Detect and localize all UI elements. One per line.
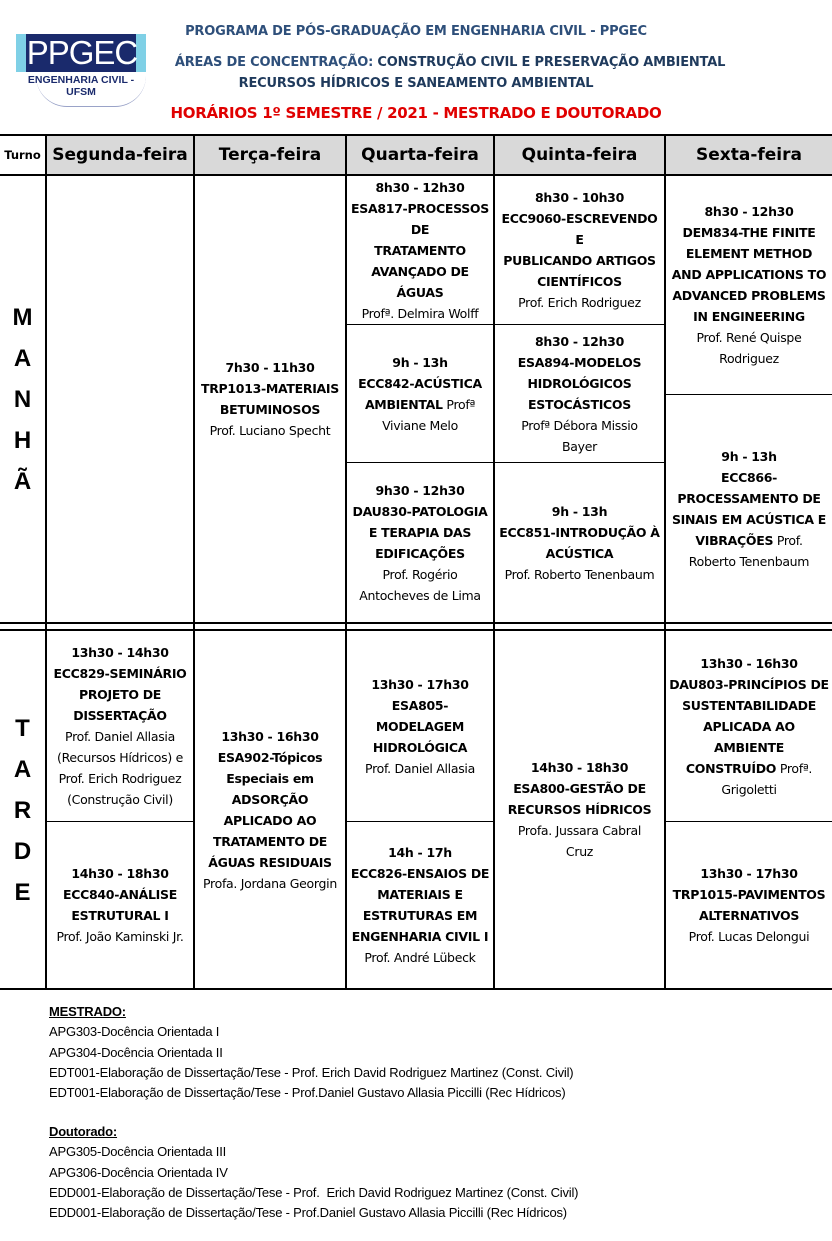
- class-course: DAU830-PATOLOGIA: [352, 503, 488, 519]
- class-time: 9h - 13h: [392, 354, 448, 370]
- class-professor: Prof. Daniel Allasia: [65, 729, 175, 744]
- class-course: TRATAMENTO: [374, 242, 466, 258]
- class-course: ÁGUAS RESIDUAIS: [208, 854, 332, 870]
- class-professor: Profa. Jussara Cabral: [517, 823, 642, 838]
- class-cell: [47, 631, 193, 821]
- turno-letter: E: [14, 878, 31, 906]
- class-course: MATERIAIS E: [377, 887, 463, 902]
- class-course: ECC851-INTRODUÇÃO À: [499, 524, 660, 540]
- class-professor: Profª Débora Missio: [521, 417, 638, 433]
- class-professor: Grigoletti: [721, 781, 777, 797]
- class-time: 8h30 - 10h30: [535, 190, 624, 205]
- day-header-quinta: Quinta-feira: [495, 136, 664, 174]
- turno-letter: A: [13, 344, 32, 372]
- class-course: AVANÇADO DE: [371, 263, 469, 279]
- class-professor: Cruz: [565, 844, 594, 859]
- class-course: CIENTÍFICOS: [537, 274, 622, 289]
- turno-tarde: [0, 631, 45, 989]
- class-course: PROJETO DE: [78, 687, 162, 702]
- class-professor: Roberto Tenenbaum: [688, 553, 810, 569]
- areas-value-2: RECURSOS HÍDRICOS E SANEAMENTO AMBIENTAL: [238, 76, 594, 91]
- class-time: 13h30 - 17h30: [371, 676, 469, 692]
- class-professor: Prof. Roberto Tenenbaum: [504, 566, 655, 582]
- class-cell: [495, 631, 664, 988]
- turno-letter: M: [12, 303, 33, 331]
- class-course: TRATAMENTO DE: [212, 833, 328, 849]
- class-course: CONSTRUÍDO: [685, 760, 777, 776]
- areas-value: CONSTRUÇÃO CIVIL E PRESERVAÇÃO AMBIENTAL: [377, 55, 726, 70]
- turno-letter: A: [13, 755, 32, 783]
- turno-letter: D: [13, 837, 32, 865]
- class-course: ACÚSTICA: [545, 545, 614, 561]
- logo-subtitle: ENGENHARIA CIVIL - UFSM: [27, 74, 135, 98]
- logo-text: PPGEC: [26, 34, 138, 71]
- class-time: 9h - 13h: [551, 503, 608, 519]
- class-cell: [347, 463, 493, 622]
- class-course: ECC866-: [720, 469, 778, 485]
- areas-label: ÁREAS DE CONCENTRAÇÃO:: [174, 55, 374, 70]
- class-course: APLICADO AO: [223, 812, 317, 828]
- class-course: ECC826-ENSAIOS DE: [350, 866, 490, 881]
- class-course: DAU803-PRINCÍPIOS DE: [669, 676, 829, 692]
- class-professor: Prof. Lucas Delongui: [688, 929, 810, 944]
- class-course: IN ENGINEERING: [693, 309, 805, 324]
- class-course: ECC840-ANÁLISE: [63, 887, 177, 902]
- class-cell: [47, 822, 193, 988]
- class-time: 13h30 - 14h30: [71, 645, 169, 660]
- class-cell: [347, 822, 493, 988]
- class-time: 8h30 - 12h30: [704, 204, 794, 219]
- mestrado-title: MESTRADO:: [49, 1004, 126, 1019]
- class-course: HIDROLÓGICA: [372, 739, 468, 755]
- turno-letter: H: [13, 426, 32, 454]
- class-cell: [347, 325, 493, 462]
- class-cell: [495, 176, 664, 324]
- class-professor: Profª.: [779, 760, 813, 776]
- class-course: ENGENHARIA CIVIL I: [351, 929, 489, 944]
- class-professor: Prof. Luciano Specht: [209, 423, 331, 438]
- class-cell: [666, 822, 832, 988]
- class-professor: Prof. Erich Rodriguez: [58, 771, 182, 786]
- class-professor: Viviane Melo: [382, 417, 458, 433]
- note-item: EDT001-Elaboração de Dissertação/Tese - Prof.Daniel Gustavo Allasia Piccilli (Rec Hídricos): [49, 1085, 566, 1101]
- doutorado-notes: [49, 1122, 578, 1223]
- class-course: ADVANCED PROBLEMS: [672, 288, 826, 303]
- note-item: APG306-Docência Orientada IV: [49, 1164, 228, 1180]
- class-course: ECC842-ACÚSTICA: [358, 375, 482, 391]
- turno-letter: R: [13, 796, 32, 824]
- class-cell: [495, 463, 664, 622]
- turno-letter: N: [13, 385, 32, 413]
- class-course: ESA817-PROCESSOS: [351, 200, 489, 216]
- class-professor: Profª: [446, 396, 476, 412]
- concentration-areas: [150, 55, 750, 70]
- program-name: PROGRAMA DE PÓS-GRADUAÇÃO EM ENGENHARIA CIVIL - PPGEC: [185, 24, 647, 39]
- class-course: SUSTENTABILIDADE: [682, 697, 816, 713]
- class-cell: [666, 176, 832, 394]
- class-course: APLICADA AO: [703, 718, 795, 734]
- class-course: DEM834-THE FINITE: [682, 225, 816, 240]
- doutorado-title: Doutorado:: [49, 1124, 118, 1139]
- class-cell: [347, 631, 493, 821]
- class-professor: (Construção Civil): [67, 792, 173, 807]
- class-time: 14h30 - 18h30: [530, 760, 629, 775]
- class-course: HIDROLÓGICOS: [527, 375, 632, 391]
- class-course: ESTOCÁSTICOS: [528, 396, 631, 412]
- turno-manha: [0, 176, 45, 622]
- class-professor: Prof.: [776, 532, 803, 548]
- day-header-terca: Terça-feira: [195, 136, 345, 174]
- note-item: APG305-Docência Orientada III: [49, 1144, 227, 1160]
- class-professor: Antocheves de Lima: [359, 587, 481, 603]
- note-item: EDD001-Elaboração de Dissertação/Tese - Prof.Daniel Gustavo Allasia Piccilli (Rec Hídricos): [49, 1205, 567, 1221]
- class-course: ÁGUAS: [396, 284, 444, 300]
- class-course: AMBIENTAL: [364, 396, 443, 412]
- class-time: 8h30 - 12h30: [535, 333, 624, 349]
- class-time: 13h30 - 16h30: [700, 655, 798, 671]
- class-cell: [666, 395, 832, 622]
- class-course: DE: [410, 221, 430, 237]
- day-header-quarta: Quarta-feira: [347, 136, 493, 174]
- class-course: TRP1015-PAVIMENTOS: [672, 887, 826, 902]
- note-item: APG304-Docência Orientada II: [49, 1044, 223, 1060]
- note-item: EDD001-Elaboração de Dissertação/Tese - Prof. Erich David Rodriguez Martinez (Const. Civil): [49, 1184, 579, 1200]
- class-cell: [666, 631, 832, 821]
- class-cell: [495, 325, 664, 462]
- class-time: 7h30 - 11h30: [225, 360, 315, 375]
- class-course: DISSERTAÇÃO: [73, 708, 167, 723]
- class-time: 9h30 - 12h30: [375, 482, 465, 498]
- class-professor: Profª. Delmira Wolff: [361, 305, 479, 321]
- class-course: AMBIENTE: [714, 739, 784, 755]
- mestrado-notes: [49, 1002, 573, 1103]
- class-course: RECURSOS HÍDRICOS: [507, 802, 652, 817]
- class-course: PROCESSAMENTO DE: [677, 490, 821, 506]
- turno-letter: T: [15, 714, 30, 742]
- class-course: ECC9060-ESCREVENDO E: [501, 211, 658, 247]
- class-course: VIBRAÇÕES: [695, 532, 774, 548]
- schedule-title: HORÁRIOS 1º SEMESTRE / 2021 - MESTRADO E DOUTORADO: [170, 104, 662, 122]
- class-course: Especiais em: [226, 770, 314, 786]
- class-course: ESTRUTURAL I: [71, 908, 169, 923]
- ppgec-logo: [16, 34, 146, 106]
- class-course: ESTRUTURAS EM: [362, 908, 478, 923]
- class-time: 13h30 - 16h30: [221, 728, 319, 744]
- class-course: E TERAPIA DAS: [368, 524, 472, 540]
- note-item: EDT001-Elaboração de Dissertação/Tese - Prof. Erich David Rodriguez Martinez (Const. Civil): [49, 1064, 574, 1080]
- class-course: ECC829-SEMINÁRIO: [53, 666, 187, 681]
- class-professor: (Recursos Hídricos) e: [57, 750, 183, 765]
- class-course: ESA800-GESTÃO DE: [513, 781, 646, 796]
- class-cell: [195, 176, 345, 622]
- class-course: ALTERNATIVOS: [698, 908, 800, 923]
- turno-header: Turno: [4, 148, 41, 162]
- logo-banner: [16, 34, 146, 72]
- note-item: APG303-Docência Orientada I: [49, 1024, 220, 1040]
- turno-letter: Ã: [13, 467, 32, 495]
- class-course: EDIFICAÇÕES: [375, 545, 465, 561]
- class-professor: Profa. Jordana Georgin: [203, 875, 337, 891]
- class-cell: [195, 631, 345, 988]
- class-professor: Prof. João Kaminski Jr.: [56, 929, 184, 944]
- class-professor: Prof. Rogério: [382, 566, 458, 582]
- class-course: ADSORÇÃO: [231, 791, 309, 807]
- class-time: 9h - 13h: [721, 448, 777, 464]
- class-professor: Rodriguez: [719, 351, 779, 366]
- class-time: 14h - 17h: [388, 845, 452, 860]
- class-course: MODELAGEM: [375, 718, 465, 734]
- class-professor: Prof. Erich Rodriguez: [518, 295, 641, 310]
- class-course: SINAIS EM ACÚSTICA E: [671, 511, 827, 527]
- class-course: ESA894-MODELOS: [517, 354, 642, 370]
- class-professor: Bayer: [562, 438, 597, 454]
- class-professor: Prof. Daniel Allasia: [365, 760, 475, 776]
- day-header-segunda: Segunda-feira: [47, 136, 193, 174]
- class-time: 14h30 - 18h30: [71, 866, 169, 881]
- class-course: ESA902-Tópicos: [217, 749, 323, 765]
- class-course: TRP1013-MATERIAIS BETUMINOSOS: [200, 381, 339, 417]
- class-course: ESA805-: [391, 697, 449, 713]
- class-professor: Prof. André Lübeck: [364, 950, 476, 965]
- day-header-sexta: Sexta-feira: [666, 136, 832, 174]
- class-cell: [347, 176, 493, 324]
- class-time: 8h30 - 12h30: [375, 179, 465, 195]
- class-time: 13h30 - 17h30: [700, 866, 798, 881]
- class-course: AND APPLICATIONS TO: [671, 267, 827, 282]
- class-course: ELEMENT METHOD: [685, 246, 813, 261]
- class-course: PUBLICANDO ARTIGOS: [503, 253, 656, 268]
- class-professor: Prof. René Quispe: [696, 330, 802, 345]
